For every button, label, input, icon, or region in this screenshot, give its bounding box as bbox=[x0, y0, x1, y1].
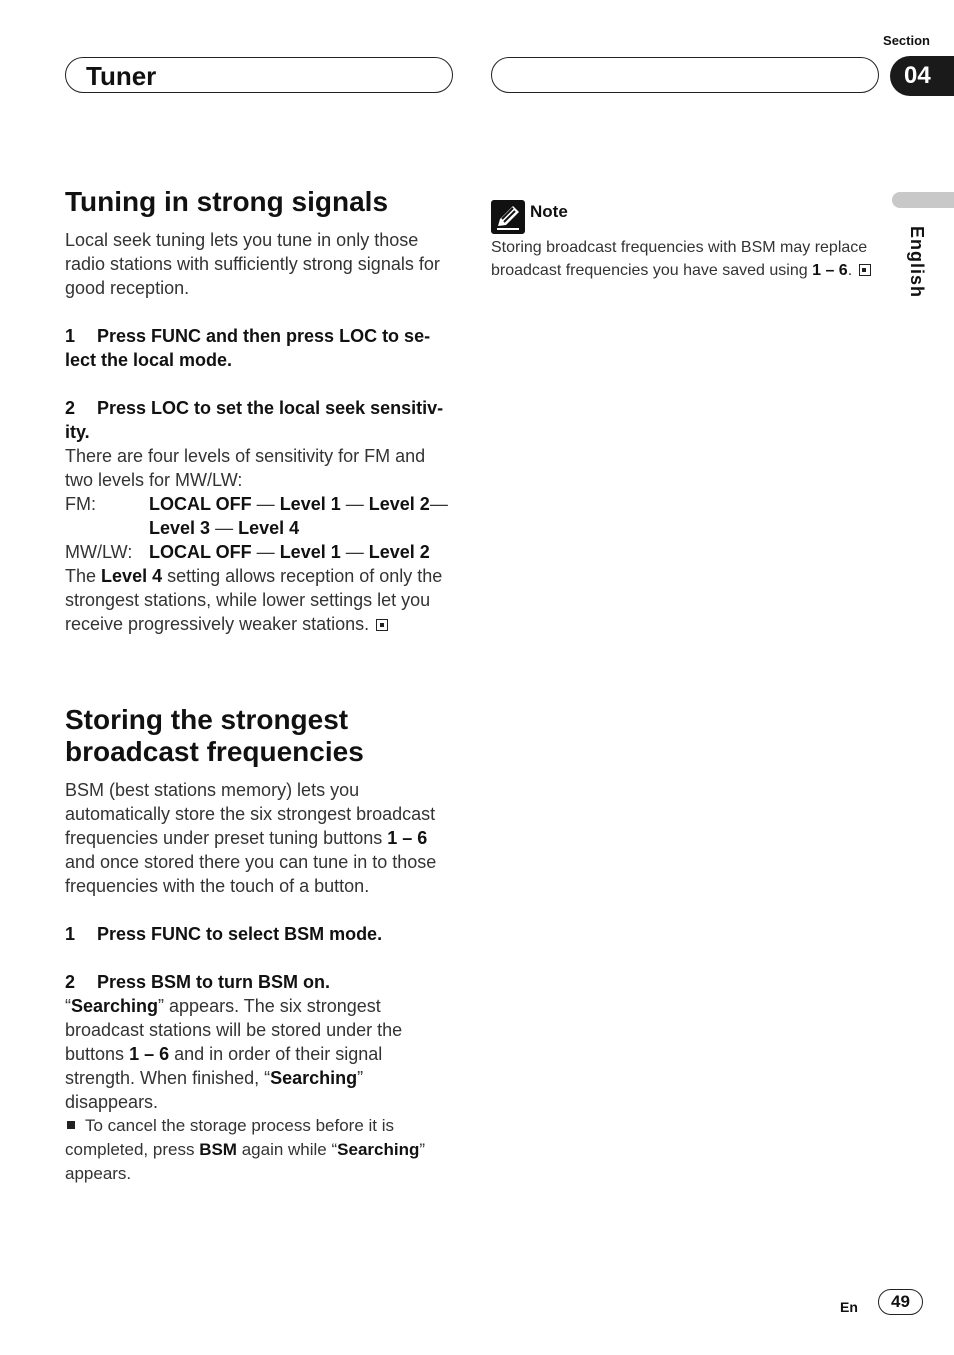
dash: — bbox=[429, 494, 448, 514]
step-number: 1 bbox=[65, 326, 76, 346]
page-number: 49 bbox=[878, 1289, 923, 1315]
bullet-icon bbox=[67, 1121, 75, 1129]
footer-language-code: En bbox=[840, 1299, 858, 1315]
step-2 bbox=[65, 396, 455, 444]
section-number-badge: 04 bbox=[890, 56, 954, 96]
end-of-section-icon bbox=[859, 264, 871, 276]
searching-ref: Searching bbox=[337, 1140, 420, 1159]
fm-levels-row bbox=[65, 492, 455, 540]
step-text: Press LOC to set the local seek sensitiv- bbox=[97, 398, 444, 418]
searching-ref: Searching bbox=[71, 996, 159, 1016]
button-range: 1 – 6 bbox=[387, 828, 428, 848]
note-title: Note bbox=[530, 202, 568, 221]
mw-level-1: Level 1 bbox=[279, 542, 341, 562]
step-2 bbox=[65, 970, 455, 994]
tip-paragraph bbox=[65, 1114, 455, 1186]
step-text: Press FUNC to select BSM mode. bbox=[97, 924, 383, 944]
step-number: 1 bbox=[65, 924, 76, 944]
step-text: Press BSM to turn BSM on. bbox=[97, 972, 331, 992]
text: and once stored there you can tune in to those frequencies with the touch of a button. bbox=[65, 852, 437, 896]
dash: — bbox=[215, 518, 234, 538]
section-title bbox=[65, 704, 455, 768]
mw-local-off: LOCAL OFF bbox=[149, 542, 252, 562]
dash: — bbox=[345, 494, 364, 514]
title-line: Storing the strongest bbox=[65, 704, 349, 735]
section-title: Tuning in strong signals bbox=[65, 186, 389, 217]
text: ” appears. The six strongest broadcast stations will be stored under the buttons bbox=[65, 996, 403, 1064]
section-strong-signals bbox=[65, 186, 455, 636]
text: Storing broadcast frequencies with BSM may replace broadcast frequencies you have saved using bbox=[491, 239, 868, 279]
mw-level-2: Level 2 bbox=[368, 542, 430, 562]
step-1 bbox=[65, 324, 455, 372]
text: To cancel the storage process before it is completed, press bbox=[65, 1116, 394, 1159]
button-range: 1 – 6 bbox=[812, 262, 848, 279]
text: The bbox=[65, 566, 97, 586]
levels-intro: There are four levels of sensitivity for FM and two levels for MW/LW: bbox=[65, 446, 426, 490]
fm-label: FM: bbox=[65, 494, 96, 514]
step-number: 2 bbox=[65, 972, 76, 992]
mw-label: MW/LW: bbox=[65, 542, 133, 562]
section-bsm bbox=[65, 704, 455, 1186]
step-text: lect the local mode. bbox=[65, 350, 233, 370]
language-label: English bbox=[907, 226, 927, 299]
fm-level-2: Level 2 bbox=[368, 494, 430, 514]
fm-local-off: LOCAL OFF bbox=[149, 494, 252, 514]
text: setting allows reception of only the strongest stations, while lower settings let you receive progressively weaker stations. bbox=[65, 566, 443, 634]
text: BSM (best stations memory) lets you automatically store the six strongest broadcast frequencies under preset tuning buttons bbox=[65, 780, 436, 848]
bsm-ref: BSM bbox=[199, 1140, 237, 1159]
header-title-box bbox=[65, 57, 453, 93]
closing-paragraph bbox=[65, 564, 455, 636]
intro-paragraph bbox=[65, 778, 455, 898]
header-empty-box bbox=[491, 57, 879, 93]
step-text: Press FUNC and then press LOC to se- bbox=[97, 326, 431, 346]
text: “ bbox=[65, 996, 71, 1016]
end-of-section-icon bbox=[376, 619, 388, 631]
step-text: ity. bbox=[65, 422, 90, 442]
note-pencil-icon bbox=[491, 200, 525, 234]
language-tab-marker bbox=[892, 192, 954, 208]
text: and in order of their signal strength. When finished, “ bbox=[65, 1044, 383, 1088]
title-line: broadcast frequencies bbox=[65, 736, 364, 767]
button-range: 1 – 6 bbox=[129, 1044, 170, 1064]
fm-level-1: Level 1 bbox=[279, 494, 341, 514]
intro-paragraph: Local seek tuning lets you tune in only those radio stations with sufficiently strong signals for good reception. bbox=[65, 230, 440, 298]
fm-level-4: Level 4 bbox=[238, 518, 300, 538]
text: again while “ bbox=[241, 1140, 338, 1159]
mw-levels-row bbox=[65, 540, 455, 564]
dash: — bbox=[345, 542, 364, 562]
section-label: Section bbox=[883, 33, 930, 48]
page-title: Tuner bbox=[86, 61, 157, 91]
dash: — bbox=[256, 494, 275, 514]
text: ” appears. bbox=[65, 1140, 426, 1183]
searching-ref: Searching bbox=[270, 1068, 358, 1088]
text: . bbox=[847, 262, 853, 279]
dash: — bbox=[256, 542, 275, 562]
level-4-ref: Level 4 bbox=[101, 566, 163, 586]
searching-paragraph bbox=[65, 994, 455, 1114]
text: ” disappears. bbox=[65, 1068, 364, 1112]
note-text bbox=[491, 236, 876, 282]
step-number: 2 bbox=[65, 398, 76, 418]
step-1 bbox=[65, 922, 455, 946]
fm-level-3: Level 3 bbox=[149, 518, 211, 538]
